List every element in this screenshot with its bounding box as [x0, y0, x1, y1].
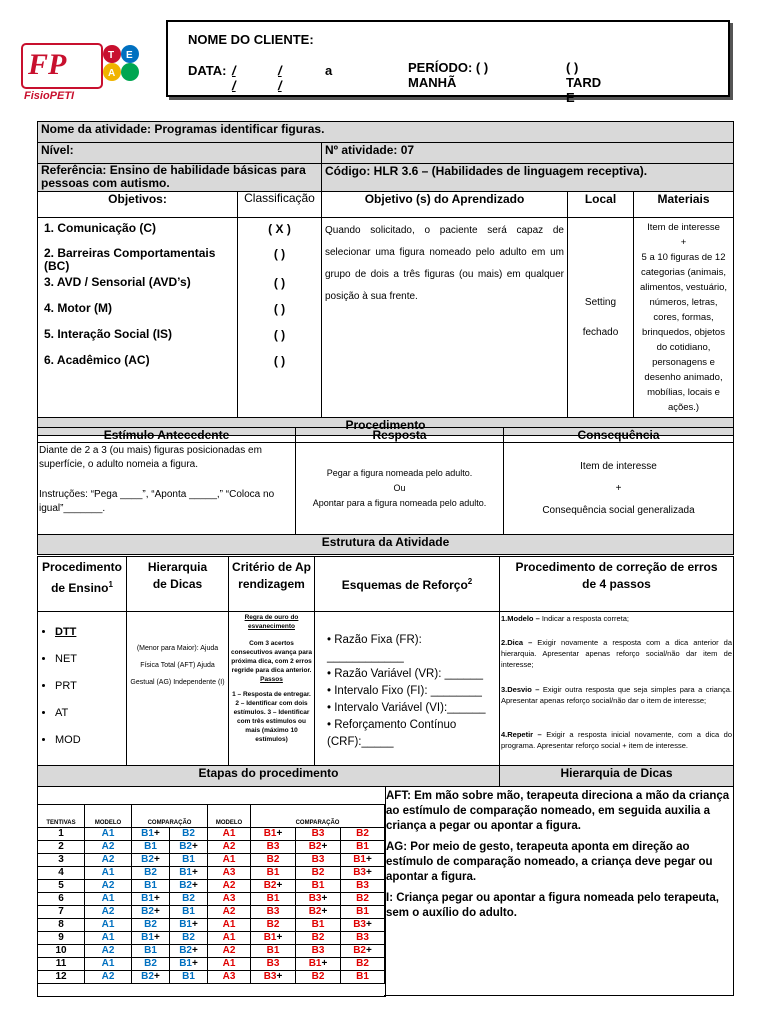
trial-cell: B1: [170, 854, 208, 867]
trial-cell: B1: [341, 971, 385, 984]
trial-number: 3: [38, 854, 85, 867]
trial-row: [38, 893, 385, 906]
steps-text: 1 – Resposta de entregar. 2 – Identificar com dois estímulos. 3 – Identificar com três estímulos ou mais (máximo 10 estímulos): [232, 691, 311, 743]
trial-cell: A1: [208, 958, 251, 971]
trial-cell: A1: [85, 893, 132, 906]
trial-cell: A1: [85, 958, 132, 971]
reinforcement-item: • Razão Variável (VR): ______: [327, 668, 483, 680]
trial-cell: B2: [341, 893, 385, 906]
method-item: • NET: [55, 653, 123, 680]
trial-number: 8: [38, 919, 85, 932]
trial-number: 7: [38, 906, 85, 919]
trial-cell: B1+: [251, 828, 296, 841]
svg-text:FP: FP: [28, 48, 67, 81]
method-item: • DTT: [55, 626, 123, 653]
client-header: [166, 20, 730, 105]
trial-cell: B1: [341, 841, 385, 854]
date-slash: /: [278, 63, 282, 78]
trial-cell: B1+: [132, 932, 170, 945]
trial-cell: B2: [170, 932, 208, 945]
trials-table: [37, 804, 385, 984]
local-cell: [568, 218, 634, 418]
trial-row: [38, 919, 385, 932]
classification-mark: ( ): [273, 276, 286, 290]
learning-objective: Quando solicitado, o paciente será capaz de selecionar uma figura nomeado pelo adulto em um grupo de dois a três figuras (ou mais) em qualquer posição à sua frente.: [322, 218, 568, 418]
trial-cell: B2: [296, 971, 341, 984]
trial-number: 1: [38, 828, 85, 841]
trial-cell: B2+: [170, 945, 208, 958]
trial-cell: B2: [341, 828, 385, 841]
col-header: COMPARAÇÃO: [132, 805, 208, 828]
trial-cell: A1: [208, 854, 251, 867]
trial-rows: [38, 828, 385, 984]
trial-number: 4: [38, 867, 85, 880]
trial-cell: B3: [296, 945, 341, 958]
objective-item: 6. Acadêmico (AC): [44, 353, 150, 367]
trial-cell: B2+: [132, 906, 170, 919]
response-line: Pegar a figura nomeada pelo adulto.: [326, 468, 473, 478]
trial-cell: B1: [251, 867, 296, 880]
response-line: Apontar para a figura nomeada pelo adulto.: [312, 498, 487, 508]
trial-cell: A1: [208, 828, 251, 841]
trial-cell: B2: [251, 854, 296, 867]
trial-cell: B1: [296, 919, 341, 932]
afternoon-label: ( ) TARD E: [566, 60, 602, 105]
trial-cell: B2+: [132, 971, 170, 984]
classification-mark: ( X ): [268, 222, 291, 236]
trial-cell: B1: [251, 945, 296, 958]
client-name-label: NOME DO CLIENTE:: [188, 32, 314, 47]
trial-cell: A1: [85, 919, 132, 932]
structure-title: Estrutura da Atividade: [38, 535, 734, 555]
objective-item: 5. Interação Social (IS): [44, 327, 173, 341]
trial-cell: A1: [208, 932, 251, 945]
trial-cell: B1: [251, 893, 296, 906]
trial-cell: B1+: [296, 958, 341, 971]
date-slash: /: [278, 78, 282, 93]
svg-text:T: T: [108, 50, 115, 61]
trial-cell: A3: [208, 971, 251, 984]
activity-table: [37, 121, 734, 436]
trial-cell: B1+: [170, 958, 208, 971]
structure-table: [37, 556, 734, 787]
procedure-title: Procedimento: [38, 418, 734, 436]
response-header: Resposta: [296, 428, 504, 443]
consequence-line: +: [615, 482, 622, 494]
hint-i: I: Criança pegar ou apontar a figura nomeada pelo terapeuta, sem o auxílio do adulto.: [386, 892, 719, 919]
svg-text:A: A: [108, 68, 116, 79]
antecedent-text: Diante de 2 a 3 (ou mais) figuras posicionadas em superfície, o adulto nomeia a figura.: [39, 445, 262, 470]
trial-row: [38, 945, 385, 958]
steps-title: Passos: [260, 676, 283, 683]
trial-cell: B1+: [251, 932, 296, 945]
level: Nível:: [38, 143, 322, 164]
response-cell: [296, 443, 504, 535]
trial-cell: B3: [251, 841, 296, 854]
trial-cell: B2+: [341, 945, 385, 958]
trial-cell: A1: [85, 828, 132, 841]
trial-cell: A2: [85, 971, 132, 984]
materials-cell: [634, 218, 734, 418]
hint-hierarchy-header: Hierarquia de Dicas: [127, 557, 229, 612]
steps-section-title: Etapas do procedimento: [38, 766, 500, 787]
trial-cell: B1: [132, 945, 170, 958]
correction-step: 1.Modelo – Indicar a resposta correta;: [501, 614, 629, 623]
trial-cell: B2: [132, 919, 170, 932]
trial-row: [38, 880, 385, 893]
correction-step: 2.Dica – Exigir novamente a resposta com a dica anterior da hierarquia. Apresentar apenas reforço social/não dar item de interesse;: [501, 638, 732, 669]
trial-cell: B2: [296, 932, 341, 945]
trial-cell: B2: [296, 867, 341, 880]
materials-line: Item de interesse: [647, 222, 720, 233]
teaching-procedure-header: Procedimento de Ensino$^1$: [38, 557, 127, 612]
trial-row: [38, 828, 385, 841]
trial-cell: B1+: [170, 919, 208, 932]
instructions-text: Instruções: “Pega ____”, “Aponta _____,” “Coloca no igual”_______.: [39, 489, 275, 514]
trial-row: [38, 854, 385, 867]
activity-code: Código: HLR 3.6 – (Habilidades de linguagem receptiva).: [322, 164, 734, 192]
date-slash: /: [232, 63, 236, 78]
trial-cell: B3+: [341, 919, 385, 932]
trial-cell: B2: [251, 919, 296, 932]
trial-cell: B3+: [251, 971, 296, 984]
clinic-logo: [20, 40, 148, 102]
classification-marks: [238, 218, 322, 418]
trial-cell: B2: [132, 867, 170, 880]
trial-cell: B1: [170, 906, 208, 919]
local-header: Local: [568, 192, 634, 218]
correction-step: 4.Repetir – Exigir a resposta inicial novamente, com a dica do programa. Apresentar reforço social + item de interesse.: [501, 730, 732, 750]
trial-cell: B3: [296, 828, 341, 841]
antecedent-header: Estímulo Antecedente: [38, 428, 296, 443]
trial-row: [38, 841, 385, 854]
reinforcement-item: • Reforçamento Contínuo (CRF):_____: [327, 719, 457, 748]
criterion-title: Regra de ouro do esvanecimento: [244, 614, 299, 630]
col-header: COMPARAÇÃO: [251, 805, 385, 828]
svg-text:E: E: [126, 50, 133, 61]
response-line: Ou: [393, 483, 406, 493]
trial-cell: B1+: [132, 893, 170, 906]
classification-mark: ( ): [273, 302, 286, 316]
consequence-header: Consequência: [504, 428, 734, 443]
objective-item: 2. Barreiras Comportamentais (BC): [44, 246, 216, 273]
trial-cell: B1+: [132, 828, 170, 841]
objectives-list: [38, 218, 238, 418]
trial-cell: A1: [208, 919, 251, 932]
trial-cell: A2: [208, 945, 251, 958]
reinforcement-item: • Intervalo Variável (VI):______: [327, 702, 486, 714]
consequence-cell: [504, 443, 734, 535]
trial-cell: B3: [251, 906, 296, 919]
trial-cell: A3: [208, 893, 251, 906]
materials-line: +: [680, 237, 687, 248]
date-slash: /: [232, 78, 236, 93]
antecedent-cell: [38, 443, 296, 535]
trial-cell: B1: [341, 906, 385, 919]
trial-number: 5: [38, 880, 85, 893]
hint-aft: AFT: Em mão sobre mão, terapeuta direciona a mão da criança ao estímulo de comparação nomeado, em seguida auxilia a criança a pegar ou apontar a figura.: [386, 790, 730, 832]
procedure-table: [37, 427, 734, 555]
trial-cell: B2+: [170, 880, 208, 893]
trial-number: 9: [38, 932, 85, 945]
materials-header: Materiais: [634, 192, 734, 218]
trial-cell: B3+: [296, 893, 341, 906]
col-header: TENTIVAS: [38, 805, 85, 828]
trial-cell: A2: [208, 906, 251, 919]
trial-cell: B1+: [341, 854, 385, 867]
classification-mark: ( ): [273, 247, 286, 261]
trial-cell: A2: [85, 841, 132, 854]
learning-objective-header: Objetivo (s) do Aprendizado: [322, 192, 568, 218]
objective-item: 1. Comunicação (C): [44, 221, 157, 235]
trial-cell: B2: [170, 828, 208, 841]
objective-item: 4. Motor (M): [44, 301, 112, 315]
local-line: Setting: [584, 296, 617, 308]
trial-cell: B3: [296, 854, 341, 867]
method-item: • PRT: [55, 680, 123, 707]
date-label: DATA:: [188, 63, 227, 78]
trial-cell: B3: [341, 932, 385, 945]
criterion-cell: [229, 612, 315, 766]
trial-cell: B1+: [170, 867, 208, 880]
trial-number: 10: [38, 945, 85, 958]
logo-text: FisioPETI: [24, 90, 75, 102]
objectives-header: Objetivos:: [38, 192, 238, 218]
trial-number: 6: [38, 893, 85, 906]
reinforcement-cell: [315, 612, 500, 766]
teaching-methods-cell: [38, 612, 127, 766]
consequence-line: Item de interesse: [580, 460, 657, 472]
trial-cell: B1: [170, 971, 208, 984]
trial-cell: B1: [132, 880, 170, 893]
trial-cell: B2+: [170, 841, 208, 854]
hints-frame: [384, 786, 734, 996]
trial-row: [38, 906, 385, 919]
trial-row: [38, 958, 385, 971]
trial-row: [38, 867, 385, 880]
trial-cell: B2: [170, 893, 208, 906]
trial-cell: B2: [132, 958, 170, 971]
materials-line: 5 a 10 figuras de 12 categorias (animais, alimentos, vestuário, números, letras, cores, formas, brinquedos, objetos do cotidiano, personagens e desenho animado, mobílias, locais e ações.): [639, 252, 728, 413]
consequence-line: Consequência social generalizada: [542, 504, 695, 516]
objective-item: 3. AVD / Sensorial (AVD’s): [44, 275, 191, 289]
trial-cell: B3+: [341, 867, 385, 880]
correction-cell: [500, 612, 734, 766]
hint-ag: AG: Por meio de gesto, terapeuta aponta em direção ao estímulo de comparação nomeado, a criança deve pegar ou apontar a figura.: [386, 841, 713, 883]
reinforcement-item: • Intervalo Fixo (FI): ________: [327, 685, 482, 697]
classification-mark: ( ): [273, 354, 286, 368]
trial-cell: A2: [85, 945, 132, 958]
trial-cell: B2+: [251, 880, 296, 893]
trial-number: 12: [38, 971, 85, 984]
period-label: PERÍODO: ( ) MANHÃ: [408, 60, 489, 90]
trial-cell: B2+: [296, 841, 341, 854]
hints-section-title: Hierarquia de Dicas: [500, 766, 734, 787]
trial-cell: A2: [208, 841, 251, 854]
method-item: • AT: [55, 707, 123, 734]
activity-number: Nº atividade: 07: [322, 143, 734, 164]
reference: Referência: Ensino de habilidade básicas para pessoas com autismo.: [38, 164, 322, 192]
reinforcement-header: Esquemas de Reforço$^2$: [315, 557, 500, 612]
col-header: MODELO: [85, 805, 132, 828]
criterion-text: Com 3 acertos consecutivos avança para próxima dica, com 2 erros regride para dica anterior.: [231, 640, 312, 674]
trial-cell: A2: [85, 854, 132, 867]
trial-number: 11: [38, 958, 85, 971]
correction-header: Procedimento de correção de erros de 4 passos: [500, 557, 734, 612]
trial-cell: A2: [85, 880, 132, 893]
reinforcement-item: • Razão Fixa (FR): ____________: [327, 634, 422, 663]
trial-row: [38, 932, 385, 945]
local-line: fechado: [582, 326, 619, 338]
trial-cell: A3: [208, 867, 251, 880]
hint-hierarchy-text: (Menor para Maior): Ajuda Física Total (AFT) Ajuda Gestual (AG) Independente (I): [127, 612, 229, 766]
trial-cell: B3: [341, 880, 385, 893]
date-a: a: [325, 63, 333, 78]
trial-cell: B2+: [296, 906, 341, 919]
trial-cell: A2: [208, 880, 251, 893]
classification-mark: ( ): [273, 328, 286, 342]
trial-row: [38, 971, 385, 984]
col-header: MODELO: [208, 805, 251, 828]
trial-cell: A1: [85, 867, 132, 880]
trial-cell: B2: [341, 958, 385, 971]
trial-number: 2: [38, 841, 85, 854]
trial-cell: A2: [85, 906, 132, 919]
criterion-header: Critério de Aprendizagem: [229, 557, 315, 612]
trial-cell: B1: [132, 841, 170, 854]
trial-cell: A1: [85, 932, 132, 945]
method-item: • MOD: [55, 734, 123, 761]
trial-cell: B1: [296, 880, 341, 893]
trial-cell: B2+: [132, 854, 170, 867]
correction-step: 3.Desvio – Exigir outra resposta que seja simples para a criança. Apresentar apenas reforço social/não dar o item de interesse;: [501, 685, 732, 705]
trial-cell: B3: [251, 958, 296, 971]
classification-header: Classificação: [238, 192, 322, 218]
activity-name: Nome da atividade: Programas identificar figuras.: [38, 122, 734, 143]
